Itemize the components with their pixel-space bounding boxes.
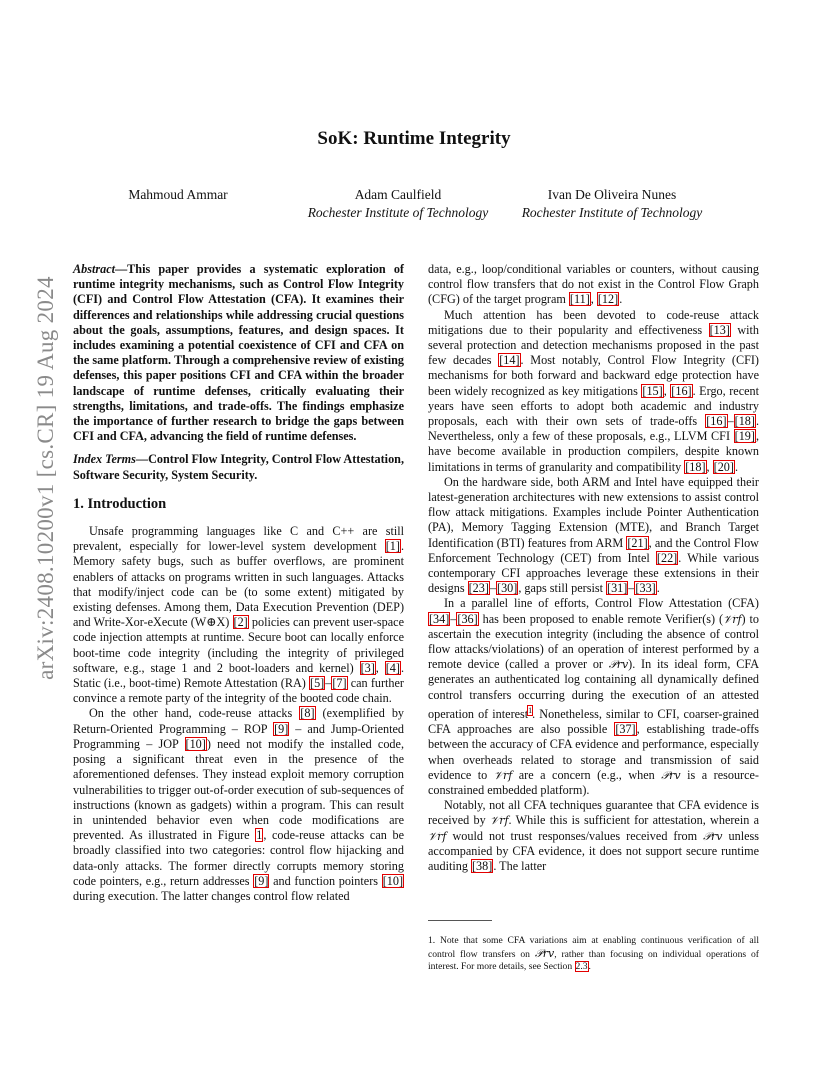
text-run: has been proposed to enable remote Verifier(s) ( xyxy=(478,611,724,626)
paragraph xyxy=(73,524,404,706)
text-run: , code-reuse attacks can be broadly classified into two categories: control flow hijacking and data-only attacks. The former directly corrupts memory storing code pointers, e.g., return addresses xyxy=(73,828,404,888)
text-run: . Nonetheless, similar to CFI, coarser-grained CFA approaches are also possible xyxy=(428,706,759,737)
citation-link[interactable]: [18] xyxy=(734,414,755,429)
symbol: 𝒱rf xyxy=(428,829,447,843)
text-run: . xyxy=(619,292,623,307)
symbol: 𝒱rf xyxy=(723,612,742,626)
section-heading: 1. Introduction xyxy=(73,495,167,512)
text-run: and function pointers xyxy=(269,873,382,888)
text-run: , xyxy=(706,459,713,474)
arxiv-stamp: arXiv:2408.10200v1 [cs.CR] 19 Aug 2024 xyxy=(33,276,58,680)
citation-link[interactable]: [5] xyxy=(310,676,325,691)
paragraph xyxy=(428,308,759,475)
citation-link[interactable]: [23] xyxy=(468,581,489,596)
text-run: – xyxy=(450,611,457,626)
text-run: , establishing trade-offs between the accuracy of CFA evidence and performance, especially when overheads related to storage and transmission of said evidence to xyxy=(428,722,760,782)
text-run: 1. Note that some CFA variations aim at enabling continuous verification of all control flow transfers on xyxy=(428,935,759,960)
citation-link[interactable]: [12] xyxy=(597,292,619,307)
paper-title: SoK: Runtime Integrity xyxy=(317,128,511,149)
citation-link[interactable]: [37] xyxy=(615,722,636,737)
citation-link[interactable]: [14] xyxy=(499,353,520,368)
symbol: 𝒱rf xyxy=(493,768,513,782)
author-affiliation: Rochester Institute of Technology xyxy=(521,205,703,220)
citation-link[interactable]: [30] xyxy=(497,581,518,596)
text-run: data, e.g., loop/conditional variables or counters, without causing control flow transfers that do not exist in the Control Flow Graph (CFG) of the target program xyxy=(428,262,759,307)
abstract xyxy=(73,262,404,444)
text-run: . While this is sufficient for attestation, wherein a xyxy=(508,813,760,828)
text-run: – xyxy=(489,581,497,596)
text-run: Notably, not all CFA techniques guarantee that CFA evidence is received by xyxy=(428,798,759,828)
citation-link[interactable]: [9] xyxy=(254,873,269,888)
text-run: . Nevertheless, only a few of these proposals, e.g., LLVM CFI xyxy=(428,414,759,444)
citation-link[interactable]: [36] xyxy=(457,611,478,626)
index-terms-text: —Control Flow Integrity, Control Flow Attestation, Software Security, System Security. xyxy=(73,452,404,482)
citation-link[interactable]: [2] xyxy=(233,615,248,630)
footnote-marker[interactable]: 1 xyxy=(528,705,533,715)
text-run: ) to ascertain the execution integrity (including the absence of control flow attacks/violations) of an operation of interest performed by a remote device (called a prover or xyxy=(428,611,759,672)
paragraph xyxy=(428,475,759,597)
text-run: . Ergo, recent years have seen efforts to adopt both academic and industry proposals, each with their own sets of trade-offs xyxy=(428,383,759,429)
citation-link[interactable]: [18] xyxy=(685,459,706,474)
citation-link[interactable]: [10] xyxy=(185,736,206,751)
footnote xyxy=(428,935,759,974)
citation-link[interactable]: [20] xyxy=(713,459,734,474)
citation-link[interactable]: [13] xyxy=(709,322,730,337)
text-run: , xyxy=(663,383,671,398)
citation-link[interactable]: [11] xyxy=(569,292,590,307)
citation-link[interactable]: [16] xyxy=(671,383,692,398)
author-affiliation: Rochester Institute of Technology xyxy=(307,205,489,220)
text-run: , have become available in production compilers, despite known limitations in terms of granularity and compatibility xyxy=(428,429,759,474)
text-run: , xyxy=(590,292,597,307)
text-run: ). In its ideal form, CFA generates an authenticated log containing all dynamically defined control transfers occurring during the execution of an attested operation of interest xyxy=(428,657,759,721)
citation-link[interactable]: [4] xyxy=(385,660,400,675)
text-run: during execution. The latter changes control flow related xyxy=(73,888,350,903)
text-run: On the other hand, code-reuse attacks xyxy=(89,706,300,721)
paragraph xyxy=(73,706,404,904)
symbol: 𝒱rf xyxy=(490,814,509,828)
citation-link[interactable]: [16] xyxy=(706,414,727,429)
cross-ref-link[interactable]: 2.3 xyxy=(575,961,588,972)
text-run: . While various contemporary CFI approaches leverage these extensions in their designs xyxy=(428,550,759,596)
text-run: – xyxy=(325,676,332,691)
text-run: . xyxy=(734,459,738,474)
text-run: In a parallel line of efforts, Control Flow Attestation (CFA) xyxy=(444,596,759,611)
citation-link[interactable]: [8] xyxy=(300,706,315,721)
paragraph xyxy=(428,262,759,308)
text-run: – and Jump-Oriented Programming – JOP xyxy=(73,721,404,751)
symbol: 𝒫rv xyxy=(661,768,681,782)
footnote-rule xyxy=(428,920,492,921)
citation-link[interactable]: [15] xyxy=(642,383,663,398)
text-run: , and the Control Flow Enforcement Technology (CET) from Intel xyxy=(428,535,759,565)
text-run: is a resource-constrained embedded platform). xyxy=(428,767,759,797)
citation-link[interactable]: [38] xyxy=(472,858,493,873)
text-run: – xyxy=(628,581,635,596)
text-run: Unsafe programming languages like C and C++ are still prevalent, especially for lower-level system development xyxy=(73,524,404,554)
citation-link[interactable]: [22] xyxy=(656,550,678,565)
citation-link[interactable]: [34] xyxy=(429,611,450,626)
text-run: . xyxy=(656,581,660,596)
index-terms xyxy=(73,452,404,482)
citation-link[interactable]: [7] xyxy=(332,676,347,691)
text-run: with several protection and detection mechanisms proposed in the past few decades xyxy=(428,322,760,368)
text-run: . xyxy=(588,961,591,972)
citation-link[interactable]: [33] xyxy=(635,581,656,596)
abstract-label: Abstract xyxy=(73,262,115,276)
citation-link[interactable]: [31] xyxy=(607,581,628,596)
text-run: , gaps still persist xyxy=(518,581,607,596)
text-run: , rather than focusing on individual operations of interest. For more details, see Section xyxy=(428,948,759,972)
text-run: can further convince a remote party of the integrity of the booted code chain. xyxy=(73,676,404,706)
text-run: . The latter xyxy=(493,858,547,873)
symbol: 𝒫rv xyxy=(703,829,723,843)
text-run: unless accompanied by CFA evidence, it does not support secure runtime auditing xyxy=(428,828,759,873)
cross-ref-link[interactable]: 1 xyxy=(256,828,263,843)
paragraph xyxy=(428,798,759,874)
text-run: . Static (i.e., boot-time) Remote Attestation (RA) xyxy=(73,660,404,691)
citation-link[interactable]: [10] xyxy=(382,873,404,888)
citation-link[interactable]: [19] xyxy=(734,429,755,444)
author-name: Adam Caulfield xyxy=(354,187,442,202)
right-column xyxy=(428,262,759,874)
text-run: ) need not modify the installed code, posing a significant threat even in the presence of the aforementioned defenses. They instead exploit memory corruption vulnerabilities to trigger out-of-order execution of sub-sequences of instructions (known as gadgets) within a program. This can result in unintended behavior even when code modifications are prevented. As illustrated in Figure xyxy=(73,736,404,843)
abstract-text: —This paper provides a systematic exploration of runtime integrity mechanisms, such as Control Flow Integrity (CFI) and Control Flow Attestation (CFA). It examines their differences and relationships while addressing crucial questions about the goals, assumptions, features, and design spaces. It includes examining a potential coexistence of CFI and CFA on the same platform. Through a comprehensive review of existing defenses, this paper positions CFI and CFA within the broader landscape of runtime defenses, critically evaluating their strengths, limitations, and trade-offs. The findings emphasize the importance of further research to bridge the gaps between CFI and CFA, advancing the field of runtime defenses. xyxy=(73,262,404,444)
text-run: would not trust responses/values received from xyxy=(446,828,704,843)
author-name: Ivan De Oliveira Nunes xyxy=(547,187,677,202)
text-run: are a concern (e.g., when xyxy=(512,767,662,782)
left-column xyxy=(73,262,404,904)
text-run: . Memory safety bugs, such as buffer overflows, are prominent enablers of attacks on programs written in such languages. Attacks that modify/inject code can be (to some extent) mitigated by existing defenses. Among them, Data Execution Prevention (DEP) and Write-Xor-eXecute (W⊕X) xyxy=(73,539,404,630)
symbol: 𝒫rv xyxy=(608,658,629,672)
author-block xyxy=(482,186,742,222)
text-run: On the hardware side, both ARM and Intel have equipped their latest-generation architectures with new extensions to assist control flow attack mitigations. Examples include Pointer Authentication (PA), Memory Tagging Extension (MTE), and Branch Target Identification (BTI) features from ARM xyxy=(428,474,759,550)
index-terms-label: Index Terms xyxy=(73,452,136,467)
citation-link[interactable]: [21] xyxy=(627,535,648,550)
author-name: Mahmoud Ammar xyxy=(128,187,228,202)
text-run: , xyxy=(375,660,385,675)
text-run: – xyxy=(727,414,734,429)
citation-link[interactable]: [3] xyxy=(360,660,375,675)
citation-link[interactable]: [1] xyxy=(385,539,400,554)
text-run: (exemplified by Return-Oriented Programming – ROP xyxy=(73,706,405,736)
text-run: . Most notably, Control Flow Integrity (CFI) mechanisms for both forward and backward edge protection have been widely recognized as key mitigations xyxy=(428,353,759,398)
paragraph xyxy=(428,596,759,798)
text-run: policies can prevent user-space code injection attempts at runtime. Secure boot can locally enforce boot-time code integrity (including the integrity of privileged software, e.g., stage 1 and 2 boot-loaders and kernel) xyxy=(73,615,404,675)
symbol: 𝒫rv xyxy=(534,946,555,960)
text-run: Much attention has been devoted to code-reuse attack mitigations due to their popularity and effectiveness xyxy=(428,307,759,337)
citation-link[interactable]: [9] xyxy=(274,721,289,736)
